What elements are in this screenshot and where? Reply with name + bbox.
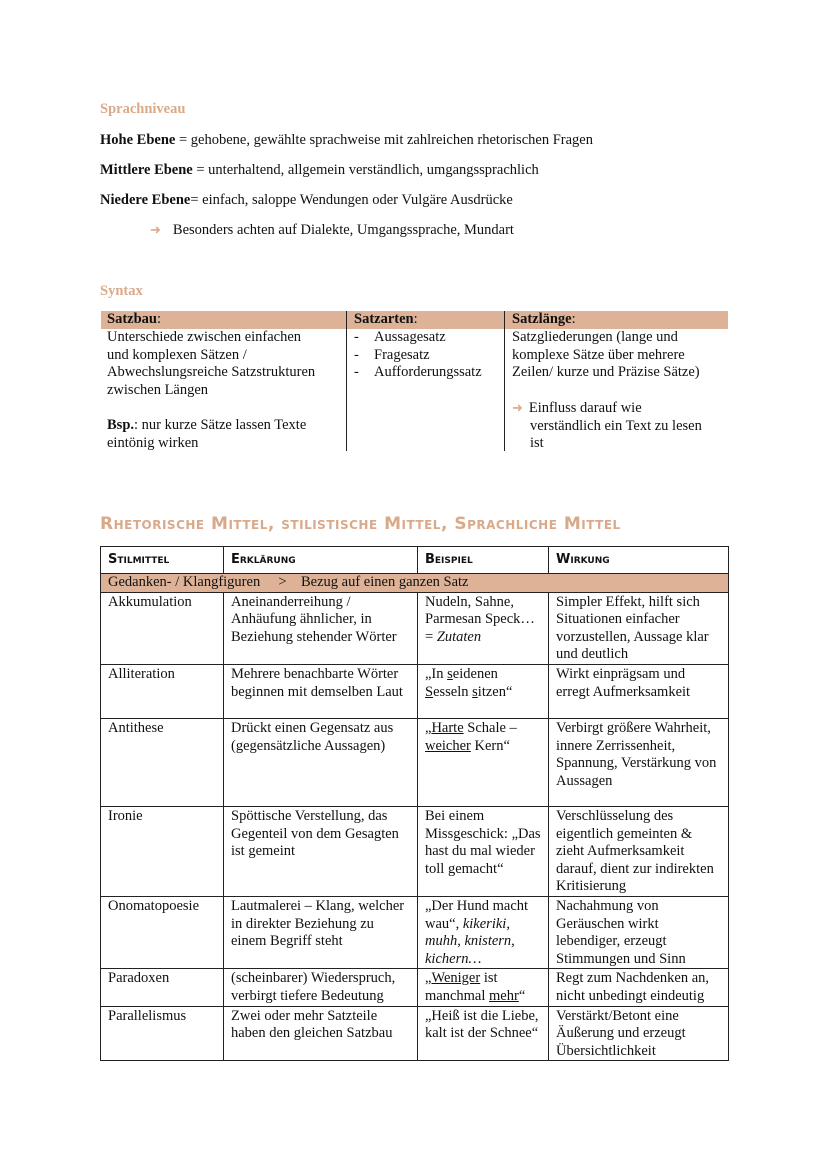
column-divider [504,311,505,451]
cell-effect: Nachahmung von Geräuschen wirkt lebendiger, erzeugt Stimmungen und Sinn [549,896,729,968]
cell-name: Parallelismus [101,1006,224,1061]
header-suffix: : [571,311,576,327]
cell-expl: Aneinanderreihung / Anhäufung ähnlicher, in Beziehung stehender Wörter [224,592,418,664]
category-row [101,574,729,593]
list-item: - Aufforderungssatz [354,364,482,381]
category-label: Gedanken- / Klangfiguren > Bezug auf einen ganzen Satz [101,574,729,593]
cell-name: Paradoxen [101,969,224,1006]
section-heading-sprachniveau: Sprachniveau [100,101,186,117]
cell-example: „Weniger ist manchmal mehr“ [418,969,549,1006]
text-line: und komplexen Sätzen / [107,346,247,363]
table-row [101,1006,729,1061]
level-line-low [100,191,513,209]
table-row [101,806,729,896]
text-line: Satzgliederungen (lange und [512,329,678,345]
arrow-right-icon: ➜ [512,400,523,415]
cell-effect: Verstärkt/Betont eine Äußerung und erzeugt Übersichtlichkeit [549,1006,729,1061]
table-row [101,592,729,664]
cell-expl: Lautmalerei – Klang, welcher in direkter Beziehung zu einem Begriff steht [224,896,418,968]
header-label: Satzarten [354,311,414,327]
arrow-right-icon: ➜ [150,222,161,237]
list-item: - Aussagesatz [354,329,446,345]
level-line-middle [100,161,539,179]
level-line-high [100,131,593,149]
syntax-col-satzbau-header [107,311,161,329]
table-row [101,969,729,1006]
text-line: Unterschiede zwischen einfachen [107,329,302,345]
cell-example: Bei einem Missgeschick: „Das hast du mal wieder toll gemacht“ [418,806,549,896]
table-header-row [101,547,729,574]
text-line: Zeilen/ kurze und Präzise Sätze) [512,364,700,381]
cell-name: Alliteration [101,664,224,718]
column-header: Wirkung [549,547,729,574]
table-row [101,664,729,718]
text-line: Einfluss darauf wie [528,400,642,416]
cell-example: „Harte Schale – weicher Kern“ [418,718,549,806]
section-heading-syntax: Syntax [100,283,143,299]
cell-example: Nudeln, Sahne, Parmesan Speck…= Zutaten [418,592,549,664]
level-desc: = gehobene, gewählte sprachweise mit zahlreichen rhetorischen Fragen [175,132,593,148]
example-label: Bsp. [107,417,135,433]
cell-effect: Regt zum Nachdenken an, nicht unbedingt eindeutig [549,969,729,1006]
cell-name: Akkumulation [101,592,224,664]
syntax-col-satzlaenge-arrow [512,399,727,453]
cell-example: „Heiß ist die Liebe, kalt ist der Schnee“ [418,1006,549,1061]
cell-example: „Der Hund macht wau“, kikeriki, muhh, knistern, kichern… [418,896,549,968]
text-line: komplexe Sätze über mehrere [512,346,685,363]
level-desc: = einfach, saloppe Wendungen oder Vulgäre Ausdrücke [190,192,513,208]
column-header: Stilmittel [101,547,224,574]
syntax-col-satzbau-text [107,329,342,399]
note-line [150,221,514,239]
syntax-col-satzarten-list [354,329,502,382]
cell-expl: Drückt einen Gegensatz aus (gegensätzliche Aussagen) [224,718,418,806]
list-item: - Fragesatz [354,346,430,363]
cell-expl: (scheinbarer) Wiederspruch, verbirgt tiefere Bedeutung [224,969,418,1006]
cell-effect: Verschlüsselung des eigentlich gemeinten & zieht Aufmerksamkeit darauf, dient zur indirekten Kritisierung [549,806,729,896]
level-term: Mittlere Ebene [100,162,193,178]
text-line: verständlich ein Text zu lesen [530,417,702,434]
syntax-col-satzlaenge-header [512,311,576,329]
table-row [101,896,729,968]
text-line: Abwechslungsreiche Satzstrukturen [107,364,316,381]
level-desc: = unterhaltend, allgemein verständlich, umgangssprachlich [192,162,539,178]
table-row [101,718,729,806]
cell-effect: Wirkt einprägsam und erregt Aufmerksamkeit [549,664,729,718]
header-label: Satzlänge [512,311,572,327]
cell-name: Antithese [101,718,224,806]
example-text: eintönig wirken [107,434,199,451]
syntax-col-satzarten-header [354,311,418,329]
cell-name: Onomatopoesie [101,896,224,968]
syntax-col-satzbau-example [107,417,342,452]
cell-name: Ironie [101,806,224,896]
column-header: Beispiel [418,547,549,574]
cell-expl: Zwei oder mehr Satzteile haben den gleichen Satzbau [224,1006,418,1061]
rhetoric-table [100,546,729,1061]
section-heading-rhetorik: Rhetorische Mittel, stilistische Mittel, Sprachliche Mittel [100,514,621,534]
level-term: Niedere Ebene [100,192,191,208]
example-text: : nur kurze Sätze lassen Texte [134,417,307,433]
level-term: Hohe Ebene [100,132,176,148]
cell-effect: Verbirgt größere Wahrheit, innere Zerrissenheit, Spannung, Verstärkung von Aussagen [549,718,729,806]
header-suffix: : [413,311,418,327]
cell-example: „In seidenen Sesseln sitzen“ [418,664,549,718]
header-suffix: : [156,311,161,327]
cell-expl: Mehrere benachbarte Wörter beginnen mit demselben Laut [224,664,418,718]
syntax-col-satzlaenge-text [512,329,727,382]
text-line: ist [530,435,544,452]
cell-effect: Simpler Effekt, hilft sich Situationen einfacher vorzustellen, Aussage klar und deutlich [549,592,729,664]
note-text: Besonders achten auf Dialekte, Umgangssprache, Mundart [172,222,514,238]
cell-expl: Spöttische Verstellung, das Gegenteil von dem Gesagten ist gemeint [224,806,418,896]
column-divider [346,311,347,451]
text-line: zwischen Längen [107,381,209,398]
header-label: Satzbau [107,311,157,327]
column-header: Erklärung [224,547,418,574]
